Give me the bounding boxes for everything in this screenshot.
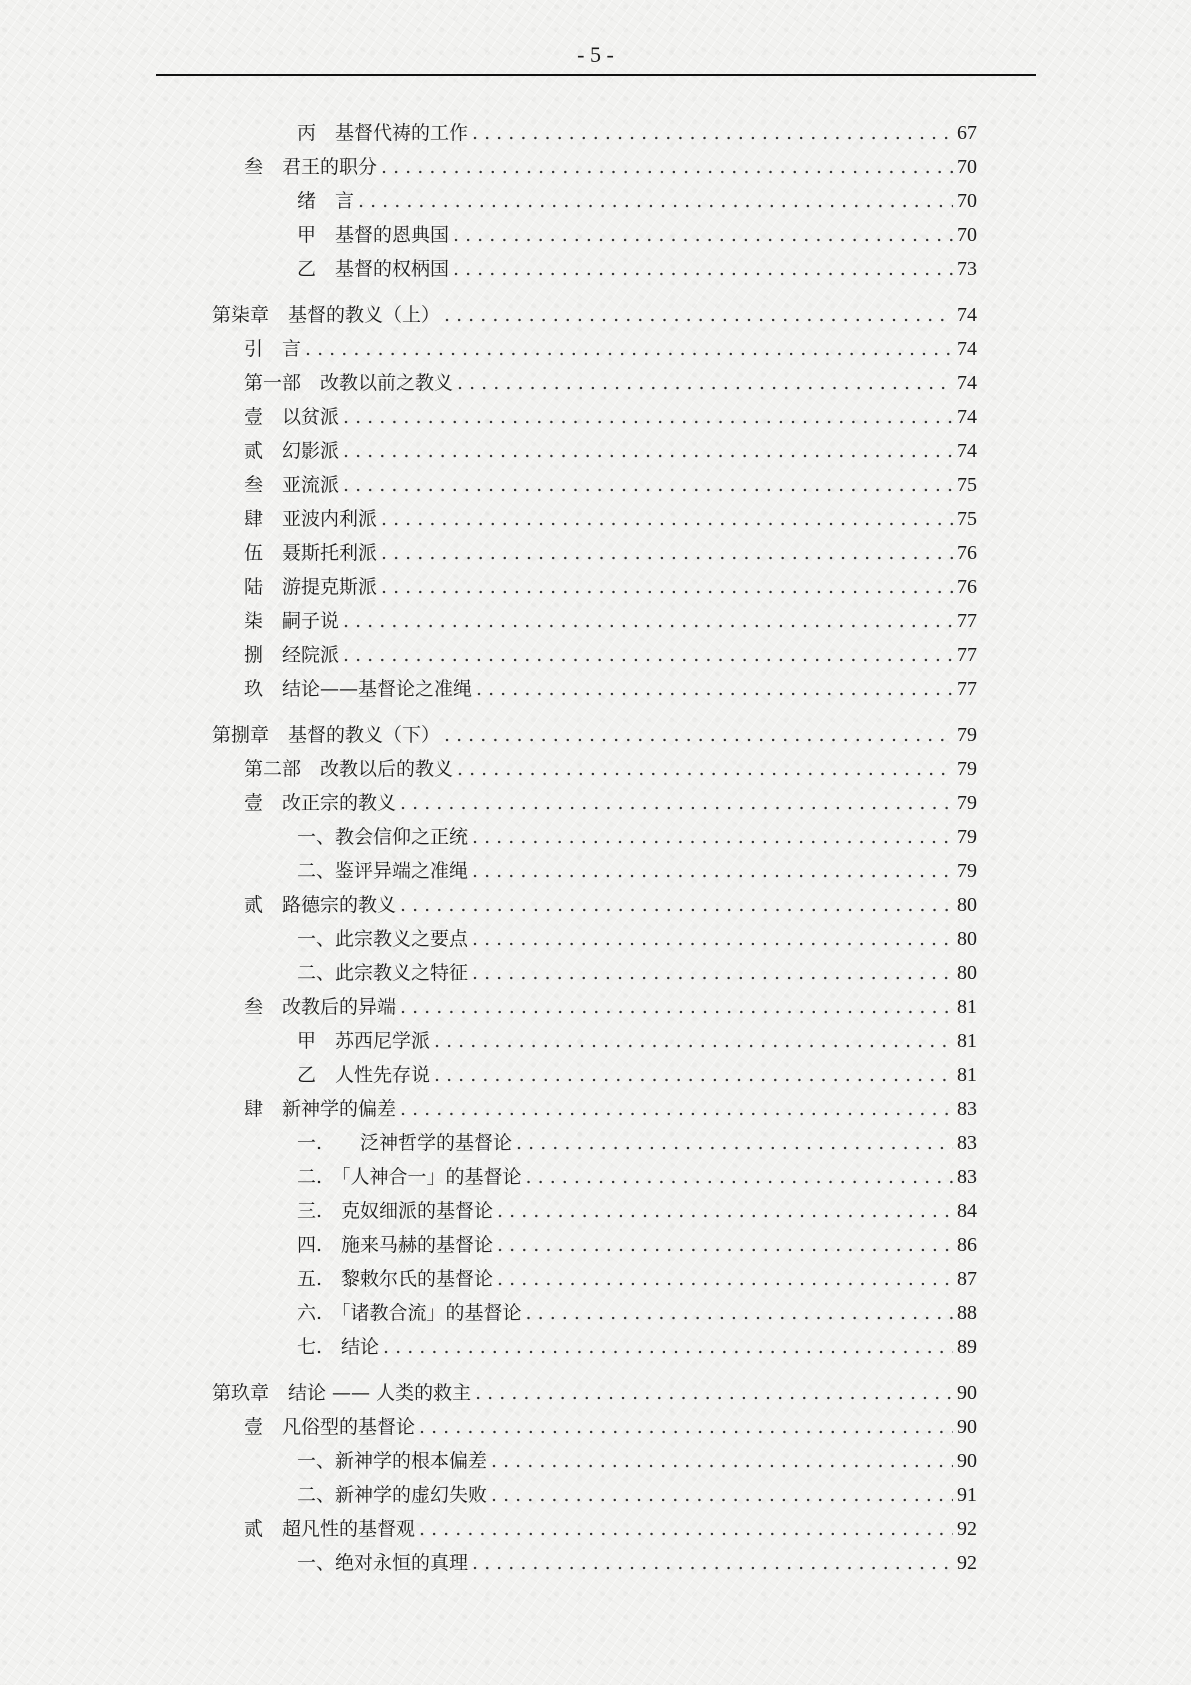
- toc-entry-page: 92: [957, 1552, 977, 1574]
- toc-entry: [297, 1296, 977, 1330]
- toc-entry-page: 80: [957, 894, 977, 916]
- toc-entry-page: 67: [957, 122, 977, 144]
- toc-entry-title: 一. 泛神哲学的基督论: [297, 1132, 513, 1154]
- toc-entry-page: 79: [957, 758, 977, 780]
- toc-entry: [244, 1512, 977, 1546]
- dot-leader: [343, 604, 953, 638]
- dot-leader: [526, 1296, 953, 1330]
- toc-entry: [244, 752, 977, 786]
- toc-entry-page: 74: [957, 372, 977, 394]
- dot-leader: [472, 854, 953, 888]
- toc-entry: [297, 1444, 977, 1478]
- toc-entry: [244, 332, 977, 366]
- toc-entry-page: 79: [957, 860, 977, 882]
- toc-entry: [244, 366, 977, 400]
- toc-entry-title: 四. 施来马赫的基督论: [297, 1234, 494, 1256]
- toc-chapter: [212, 1376, 977, 1410]
- toc-entry-title: 丙 基督代祷的工作: [297, 122, 469, 144]
- toc-entry-page: 79: [957, 724, 977, 746]
- toc-entry-page: 80: [957, 928, 977, 950]
- toc-entry: [297, 854, 977, 888]
- toc-entry-page: 70: [957, 156, 977, 178]
- toc-entry: [297, 1262, 977, 1296]
- dot-leader: [400, 888, 953, 922]
- toc-entry: [244, 990, 977, 1024]
- toc-entry: [244, 400, 977, 434]
- dot-leader: [305, 332, 953, 366]
- toc-entry-page: 90: [957, 1450, 977, 1472]
- toc-entry-title: 第一部 改教以前之教义: [244, 372, 454, 394]
- toc-entry: [244, 672, 977, 706]
- dot-leader: [516, 1126, 953, 1160]
- page-number: - 5 -: [577, 42, 614, 67]
- dot-leader: [497, 1194, 953, 1228]
- toc-entry: [297, 1126, 977, 1160]
- toc-entry-title: 六. 「诸教合流」的基督论: [297, 1302, 522, 1324]
- dot-leader: [472, 1546, 953, 1580]
- dot-leader: [526, 1160, 953, 1194]
- dot-leader: [444, 718, 953, 752]
- toc-entry-title: 三. 克奴细派的基督论: [297, 1200, 494, 1222]
- dot-leader: [381, 570, 953, 604]
- toc-entry: [297, 1228, 977, 1262]
- toc-entry-title: 陆 游提克斯派: [244, 576, 378, 598]
- toc-entry-page: 92: [957, 1518, 977, 1540]
- toc-entry: [297, 1160, 977, 1194]
- toc-entry-page: 70: [957, 190, 977, 212]
- toc-entry-title: 伍 聂斯托利派: [244, 542, 378, 564]
- toc-entry-title: 绪 言: [297, 190, 355, 212]
- toc-entry: [244, 468, 977, 502]
- dot-leader: [453, 252, 953, 286]
- toc-entry-page: 75: [957, 474, 977, 496]
- toc-entry-page: 77: [957, 678, 977, 700]
- toc-entry-title: 一、新神学的根本偏差: [297, 1450, 488, 1472]
- toc-entry: [297, 1478, 977, 1512]
- toc-entry-title: 壹 改正宗的教义: [244, 792, 397, 814]
- toc-entry-title: 壹 以贫派: [244, 406, 340, 428]
- dot-leader: [457, 752, 953, 786]
- dot-leader: [343, 468, 953, 502]
- toc-chapter: [212, 718, 977, 752]
- toc-entry: [297, 1546, 977, 1580]
- toc-entry-title: 肆 亚波内利派: [244, 508, 378, 530]
- dot-leader: [400, 990, 953, 1024]
- dot-leader: [497, 1228, 953, 1262]
- toc-entry-title: 贰 路德宗的教义: [244, 894, 397, 916]
- toc-chapter: [212, 298, 977, 332]
- toc-entry-title: 玖 结论——基督论之准绳: [244, 678, 473, 700]
- dot-leader: [491, 1444, 953, 1478]
- toc-entry-title: 五. 黎敕尔氏的基督论: [297, 1268, 494, 1290]
- dot-leader: [343, 638, 953, 672]
- toc-entry-title: 柒 嗣子说: [244, 610, 340, 632]
- toc-entry-title: 甲 苏西尼学派: [297, 1030, 431, 1052]
- toc-entry-title: 甲 基督的恩典国: [297, 224, 450, 246]
- toc-entry-page: 74: [957, 338, 977, 360]
- toc-entry-title: 乙 人性先存说: [297, 1064, 431, 1086]
- header-rule: [156, 74, 1036, 76]
- toc-entry-page: 88: [957, 1302, 977, 1324]
- toc-entry-title: 第捌章 基督的教义（下）: [212, 724, 441, 746]
- dot-leader: [472, 116, 953, 150]
- toc-entry: [244, 502, 977, 536]
- toc-entry-page: 79: [957, 826, 977, 848]
- toc-entry-title: 一、教会信仰之正统: [297, 826, 469, 848]
- toc-entry-page: 90: [957, 1382, 977, 1404]
- toc-entry-title: 一、绝对永恒的真理: [297, 1552, 469, 1574]
- toc-entry: [244, 604, 977, 638]
- toc-entry-title: 第玖章 结论 —— 人类的救主: [212, 1382, 472, 1404]
- toc-entry: [244, 888, 977, 922]
- toc-entry: [297, 116, 977, 150]
- dot-leader: [472, 922, 953, 956]
- toc-entry-page: 87: [957, 1268, 977, 1290]
- toc-entry-page: 76: [957, 542, 977, 564]
- toc-entry: [244, 1410, 977, 1444]
- dot-leader: [472, 820, 953, 854]
- toc-entry-title: 二. 「人神合一」的基督论: [297, 1166, 522, 1188]
- toc-entry-page: 73: [957, 258, 977, 280]
- dot-leader: [381, 536, 953, 570]
- toc-entry-title: 肆 新神学的偏差: [244, 1098, 397, 1120]
- toc-entry-title: 叁 改教后的异端: [244, 996, 397, 1018]
- dot-leader: [383, 1330, 953, 1364]
- toc-entry-page: 74: [957, 304, 977, 326]
- toc-entry-page: 77: [957, 644, 977, 666]
- toc-entry-page: 81: [957, 996, 977, 1018]
- dot-leader: [381, 502, 953, 536]
- toc-entry: [244, 1092, 977, 1126]
- toc-entry-title: 七. 结论: [297, 1336, 380, 1358]
- toc-entry-page: 84: [957, 1200, 977, 1222]
- toc-entry-page: 81: [957, 1064, 977, 1086]
- dot-leader: [343, 400, 953, 434]
- toc-entry-title: 叁 亚流派: [244, 474, 340, 496]
- toc-entry-title: 二、此宗教义之特征: [297, 962, 469, 984]
- dot-leader: [491, 1478, 953, 1512]
- toc-entry: [244, 638, 977, 672]
- dot-leader: [444, 298, 953, 332]
- dot-leader: [358, 184, 953, 218]
- toc-entry: [244, 150, 977, 184]
- toc-entry: [297, 922, 977, 956]
- toc-entry-title: 壹 凡俗型的基督论: [244, 1416, 416, 1438]
- toc-entry-title: 叁 君王的职分: [244, 156, 378, 178]
- toc-entry-title: 二、鉴评异端之准绳: [297, 860, 469, 882]
- toc-entry-page: 90: [957, 1416, 977, 1438]
- toc-entry: [297, 1194, 977, 1228]
- toc-entry-page: 83: [957, 1098, 977, 1120]
- dot-leader: [475, 1376, 953, 1410]
- toc-entry: [297, 1330, 977, 1364]
- toc-entry-page: 74: [957, 440, 977, 462]
- toc-entry: [297, 956, 977, 990]
- toc-entry-page: 83: [957, 1132, 977, 1154]
- toc-entry-title: 一、此宗教义之要点: [297, 928, 469, 950]
- toc-entry-page: 74: [957, 406, 977, 428]
- dot-leader: [476, 672, 953, 706]
- toc-entry-page: 81: [957, 1030, 977, 1052]
- dot-leader: [419, 1512, 953, 1546]
- dot-leader: [381, 150, 953, 184]
- toc-entry-page: 80: [957, 962, 977, 984]
- toc-entry-title: 第柒章 基督的教义（上）: [212, 304, 441, 326]
- toc-entry-page: 70: [957, 224, 977, 246]
- dot-leader: [400, 1092, 953, 1126]
- toc-entry-title: 贰 幻影派: [244, 440, 340, 462]
- toc-entry-page: 79: [957, 792, 977, 814]
- toc-entry: [244, 434, 977, 468]
- toc-entry-title: 二、新神学的虚幻失败: [297, 1484, 488, 1506]
- dot-leader: [434, 1058, 953, 1092]
- toc-entry: [297, 820, 977, 854]
- toc-entry-page: 86: [957, 1234, 977, 1256]
- toc-entry-page: 77: [957, 610, 977, 632]
- toc-entry-title: 引 言: [244, 338, 302, 360]
- toc-entry-page: 89: [957, 1336, 977, 1358]
- dot-leader: [457, 366, 953, 400]
- toc-entry: [297, 218, 977, 252]
- dot-leader: [497, 1262, 953, 1296]
- dot-leader: [434, 1024, 953, 1058]
- toc-entry: [244, 570, 977, 604]
- toc-entry-title: 捌 经院派: [244, 644, 340, 666]
- toc-entry: [244, 786, 977, 820]
- toc-entry-title: 贰 超凡性的基督观: [244, 1518, 416, 1540]
- toc-entry: [297, 1024, 977, 1058]
- dot-leader: [472, 956, 953, 990]
- toc-entry-page: 91: [957, 1484, 977, 1506]
- dot-leader: [343, 434, 953, 468]
- toc-entry-page: 76: [957, 576, 977, 598]
- toc-entry: [244, 536, 977, 570]
- toc-entry-title: 乙 基督的权柄国: [297, 258, 450, 280]
- dot-leader: [453, 218, 953, 252]
- toc-entry: [297, 252, 977, 286]
- toc-entry: [297, 184, 977, 218]
- dot-leader: [400, 786, 953, 820]
- toc-entry-page: 83: [957, 1166, 977, 1188]
- toc-entry-title: 第二部 改教以后的教义: [244, 758, 454, 780]
- dot-leader: [419, 1410, 953, 1444]
- toc-entry: [297, 1058, 977, 1092]
- toc-entry-page: 75: [957, 508, 977, 530]
